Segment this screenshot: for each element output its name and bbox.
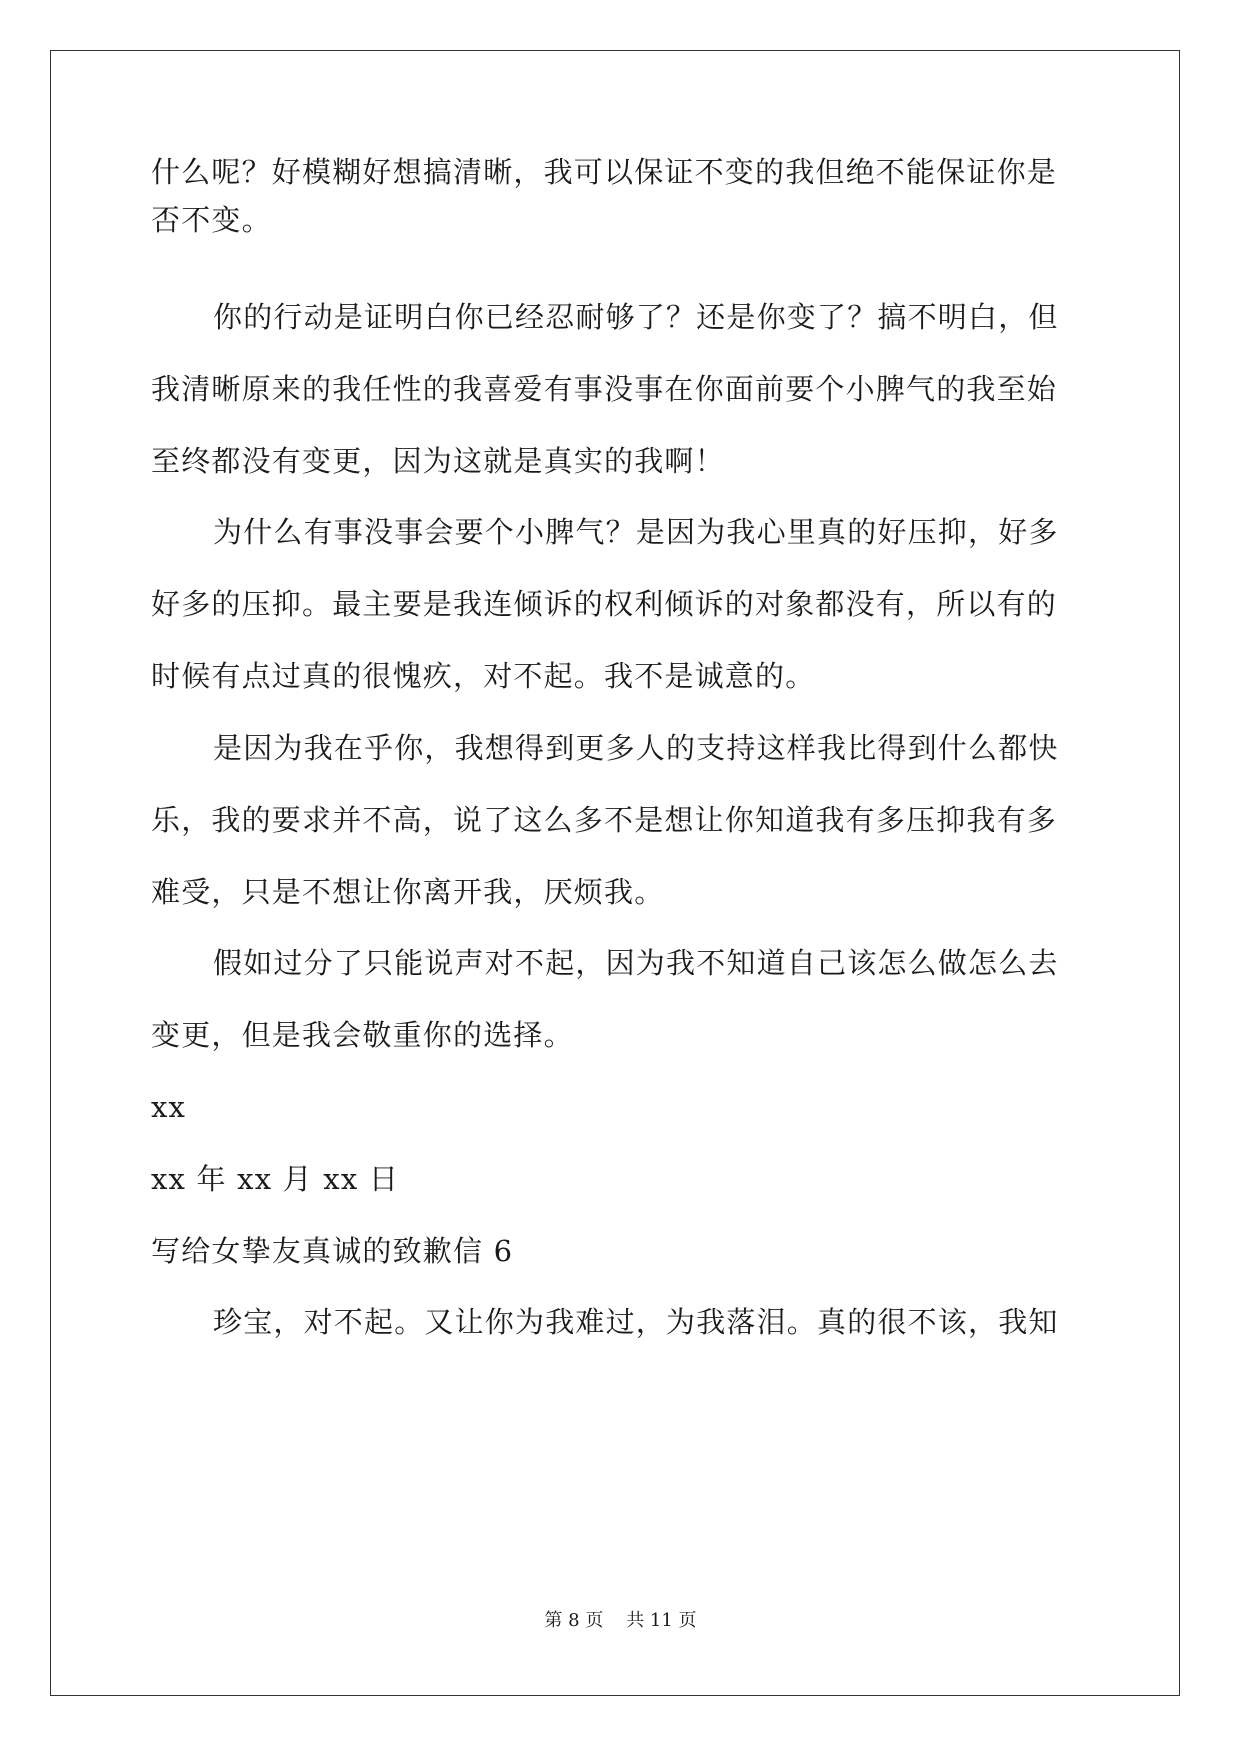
text-line: 珍宝，对不起。又让你为我难过，为我落泪。真的很不该，我知 xyxy=(213,1305,1059,1339)
text-line: 你的行动是证明白你已经忍耐够了？还是你变了？搞不明白，但 xyxy=(213,300,1059,334)
text-line: 难受，只是不想让你离开我，厌烦我。 xyxy=(151,875,665,909)
text-line: 乐，我的要求并不高，说了这么多不是想让你知道我有多压抑我有多 xyxy=(151,803,1058,837)
text-line: 否不变。 xyxy=(151,203,272,237)
text-line: 好多的压抑。最主要是我连倾诉的权利倾诉的对象都没有，所以有的 xyxy=(151,587,1058,621)
text-line: 变更，但是我会敬重你的选择。 xyxy=(151,1018,574,1052)
text-line: 什么呢？好模糊好想搞清晰，我可以保证不变的我但绝不能保证你是 xyxy=(151,155,1058,189)
text-line: 至终都没有变更，因为这就是真实的我啊！ xyxy=(151,444,725,478)
text-line: 假如过分了只能说声对不起，因为我不知道自己该怎么做怎么去 xyxy=(213,946,1059,980)
signature-date: xx 年 xx 月 xx 日 xyxy=(151,1162,400,1196)
section-title: 写给女挚友真诚的致歉信 6 xyxy=(151,1234,514,1268)
signature-name: xx xyxy=(151,1090,187,1124)
text-line: 我清晰原来的我任性的我喜爱有事没事在你面前要个小脾气的我至始 xyxy=(151,372,1058,406)
text-line: 为什么有事没事会要个小脾气？是因为我心里真的好压抑，好多 xyxy=(213,515,1059,549)
text-line: 是因为我在乎你，我想得到更多人的支持这样我比得到什么都快 xyxy=(213,731,1059,765)
page-number: 第 8 页 共 11 页 xyxy=(544,1610,697,1631)
text-line: 时候有点过真的很愧疚，对不起。我不是诚意的。 xyxy=(151,659,816,693)
